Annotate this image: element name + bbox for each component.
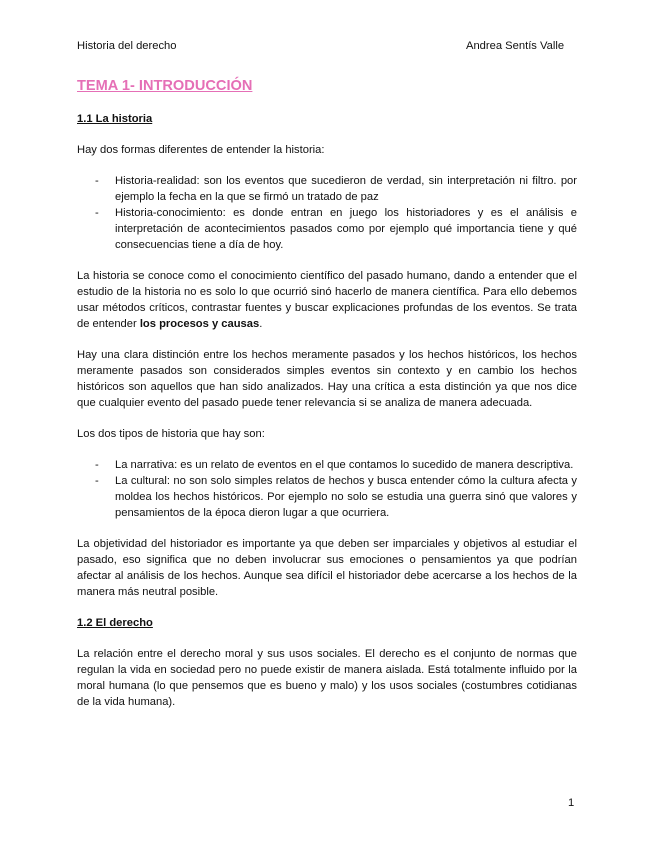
spacer	[77, 521, 577, 536]
paragraph-intro: Hay dos formas diferentes de entender la historia:	[77, 144, 325, 156]
paragraph-types-intro: Los dos tipos de historia que hay son:	[77, 428, 265, 440]
list-item-text: Historia-conocimiento: es donde entran en juego los historiadores y es el análisis e interpretación de acontecimientos pasados como por ejemplo qué importancia tiene y qué consecuencias tiene a día de hoy.	[115, 207, 577, 251]
spacer	[77, 631, 577, 646]
bullet-dash: -	[95, 175, 99, 187]
bullet-list-tipos	[77, 457, 577, 521]
list-item-text: La cultural: no son solo simples relatos de hechos y busca entender cómo la cultura afecta y moldea los hechos históricos. Por ejemplo no solo se estudia una guerra sinó que valores y pensamientos de la época dieron lugar a que ocurriera.	[115, 475, 577, 519]
header-course-title: Historia del derecho	[77, 40, 177, 52]
bullet-list-historia	[77, 173, 577, 253]
paragraph-text: La historia se conoce como el conocimiento científico del pasado humano, dando a entender que el estudio de la historia no es solo lo que ocurrió sinó hacerlo de manera científica. Para ello debemos usar métodos críticos, contrastar fuentes y buscar explicaciones profundas de los eventos. Se trata de entender	[77, 270, 577, 330]
spacer	[77, 158, 577, 173]
spacer	[77, 332, 577, 347]
header-author: Andrea Sentís Valle	[466, 40, 565, 52]
document-body	[77, 77, 577, 710]
paragraph-end: .	[259, 318, 263, 330]
paragraph-derecho: La relación entre el derecho moral y sus usos sociales. El derecho es el conjunto de normas que regulan la vida en sociedad pero no puede existir de manera aislada. Está totalmente influido por la moral humana (lo que pensemos que es bueno y malo) y los usos sociales (costumbres cotidianas de la vida humana).	[77, 648, 577, 708]
paragraph-bold-text: los procesos y causas	[139, 318, 260, 330]
bullet-dash: -	[95, 475, 99, 487]
list-item	[77, 473, 577, 521]
list-item-text: Historia-realidad: son los eventos que sucedieron de verdad, sin interpretación ni filtro. por ejemplo la fecha en la que se firmó un tratado de paz	[115, 175, 577, 203]
bullet-dash: -	[95, 459, 99, 471]
list-item	[77, 205, 577, 253]
paragraph-historia-cientifica	[77, 268, 577, 332]
spacer	[77, 253, 577, 268]
paragraph-hechos: Hay una clara distinción entre los hechos meramente pasados y los hechos históricos, los hechos meramente pasados son considerados simples eventos sin contexto y en cambio los hechos históricos son aquellos que han sido analizados. Hay una crítica a esta distinción ya que nos dice que cualquier evento del pasado puede tener relevancia si se analiza de manera adecuada.	[77, 349, 577, 409]
spacer	[77, 411, 577, 426]
list-item	[77, 457, 577, 473]
bullet-dash: -	[95, 207, 99, 219]
list-item	[77, 173, 577, 205]
paragraph-objetividad: La objetividad del historiador es importante ya que deben ser imparciales y objetivos al estudiar el pasado, eso significa que no deben involucrar sus emociones o pensamientos ya que podrían afectar al análisis de los hechos. Aunque sea difícil el historiador debe acercarse a los hechos de la manera más neutral posible.	[77, 538, 577, 598]
list-item-text: La narrativa: es un relato de eventos en el que contamos lo sucedido de manera descriptiva.	[115, 459, 574, 471]
spacer	[77, 127, 577, 142]
spacer	[77, 442, 577, 457]
section-heading-historia: 1.1 La historia	[77, 113, 153, 125]
page-number: 1	[568, 797, 575, 809]
document-title: TEMA 1- INTRODUCCIÓN	[77, 78, 253, 94]
section-heading-derecho: 1.2 El derecho	[77, 617, 153, 629]
